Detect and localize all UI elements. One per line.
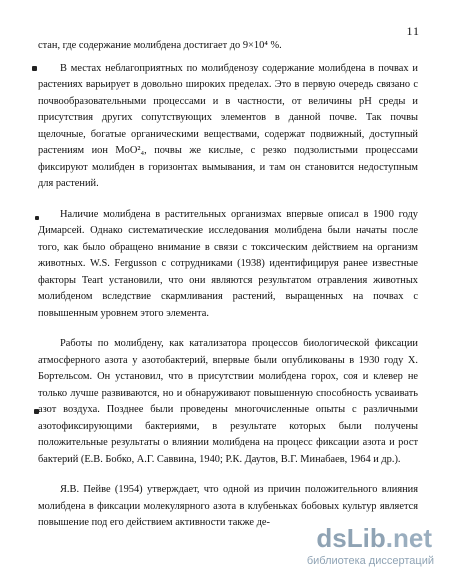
paragraph-soil-molybdenum: В местах неблагоприятных по молибденозу содержание молибдена в почвах и растениях варьирует в довольно широких пределах. Это в первую очередь связано с почвообразовательными процессами и в частности, от величины pH среды и присутствия других сопутствующих элементов в данной почве. Так почвы щелочные, богатые органическими веществами, содержат подвижный, доступный растениям ион MoO²₄, почвы же кислые, с резко подзолистыми процессами фиксируют молибден в горизонтах вымывания, и там он становится недоступным для растений. <box>38 62 418 189</box>
watermark-logo: dsLib.net <box>316 523 432 553</box>
watermark-subtitle: библиотека диссертаций <box>306 555 434 567</box>
paragraph-history: Наличие молибдена в растительных организмах впервые описал в 1900 году Димарсей. Однако систематические исследования молибдена были начаты после того, как было обращено внимание в связи с токсическим действием на организм животных. W.S. Fergusson с сотрудниками (1938) идентифицируя ранее известные факторы Teart установили, что они являются результатом отравления животных молибденом вследствие скармливания растений, выращенных на почвах с повышенным уровнем этого элемента. <box>38 208 418 319</box>
watermark <box>290 523 440 569</box>
paragraph-peive: Я.В. Пейве (1954) утверждает, что одной из причин положительного влияния молибдена в фиксации молекулярного азота в клубеньках бобовых культур является повышение под его действием активности также де- <box>38 484 418 528</box>
paragraph-continuation: стан, где содержание молибдена достигает до 9×10⁴ %. <box>38 40 282 51</box>
scan-speck <box>32 66 37 71</box>
page-number: 11 <box>406 24 420 38</box>
document-body <box>38 38 418 546</box>
paragraph-nitrogen-fixation: Работы по молибдену, как катализатора процессов биологической фиксации атмосферного азота у азотобактерий, впервые были опубликованы в 1930 году Х. Бортельсом. Он установил, что в присутствии молибдена горох, соя и клевер не только лучше развиваются, но и обнаруживают повышенную способность усваивать азот воздуха. Позднее были проведены многочисленные опыты с различными азотофиксирующими бактериями, в результате которых были получены положительные результаты о влиянии молибдена на процесс фиксации азота и рост бактерий (Е.В. Бобко, А.Г. Саввина, 1940; Р.К. Даутов, В.Г. Минабаев, 1964 и др.). <box>38 338 418 465</box>
